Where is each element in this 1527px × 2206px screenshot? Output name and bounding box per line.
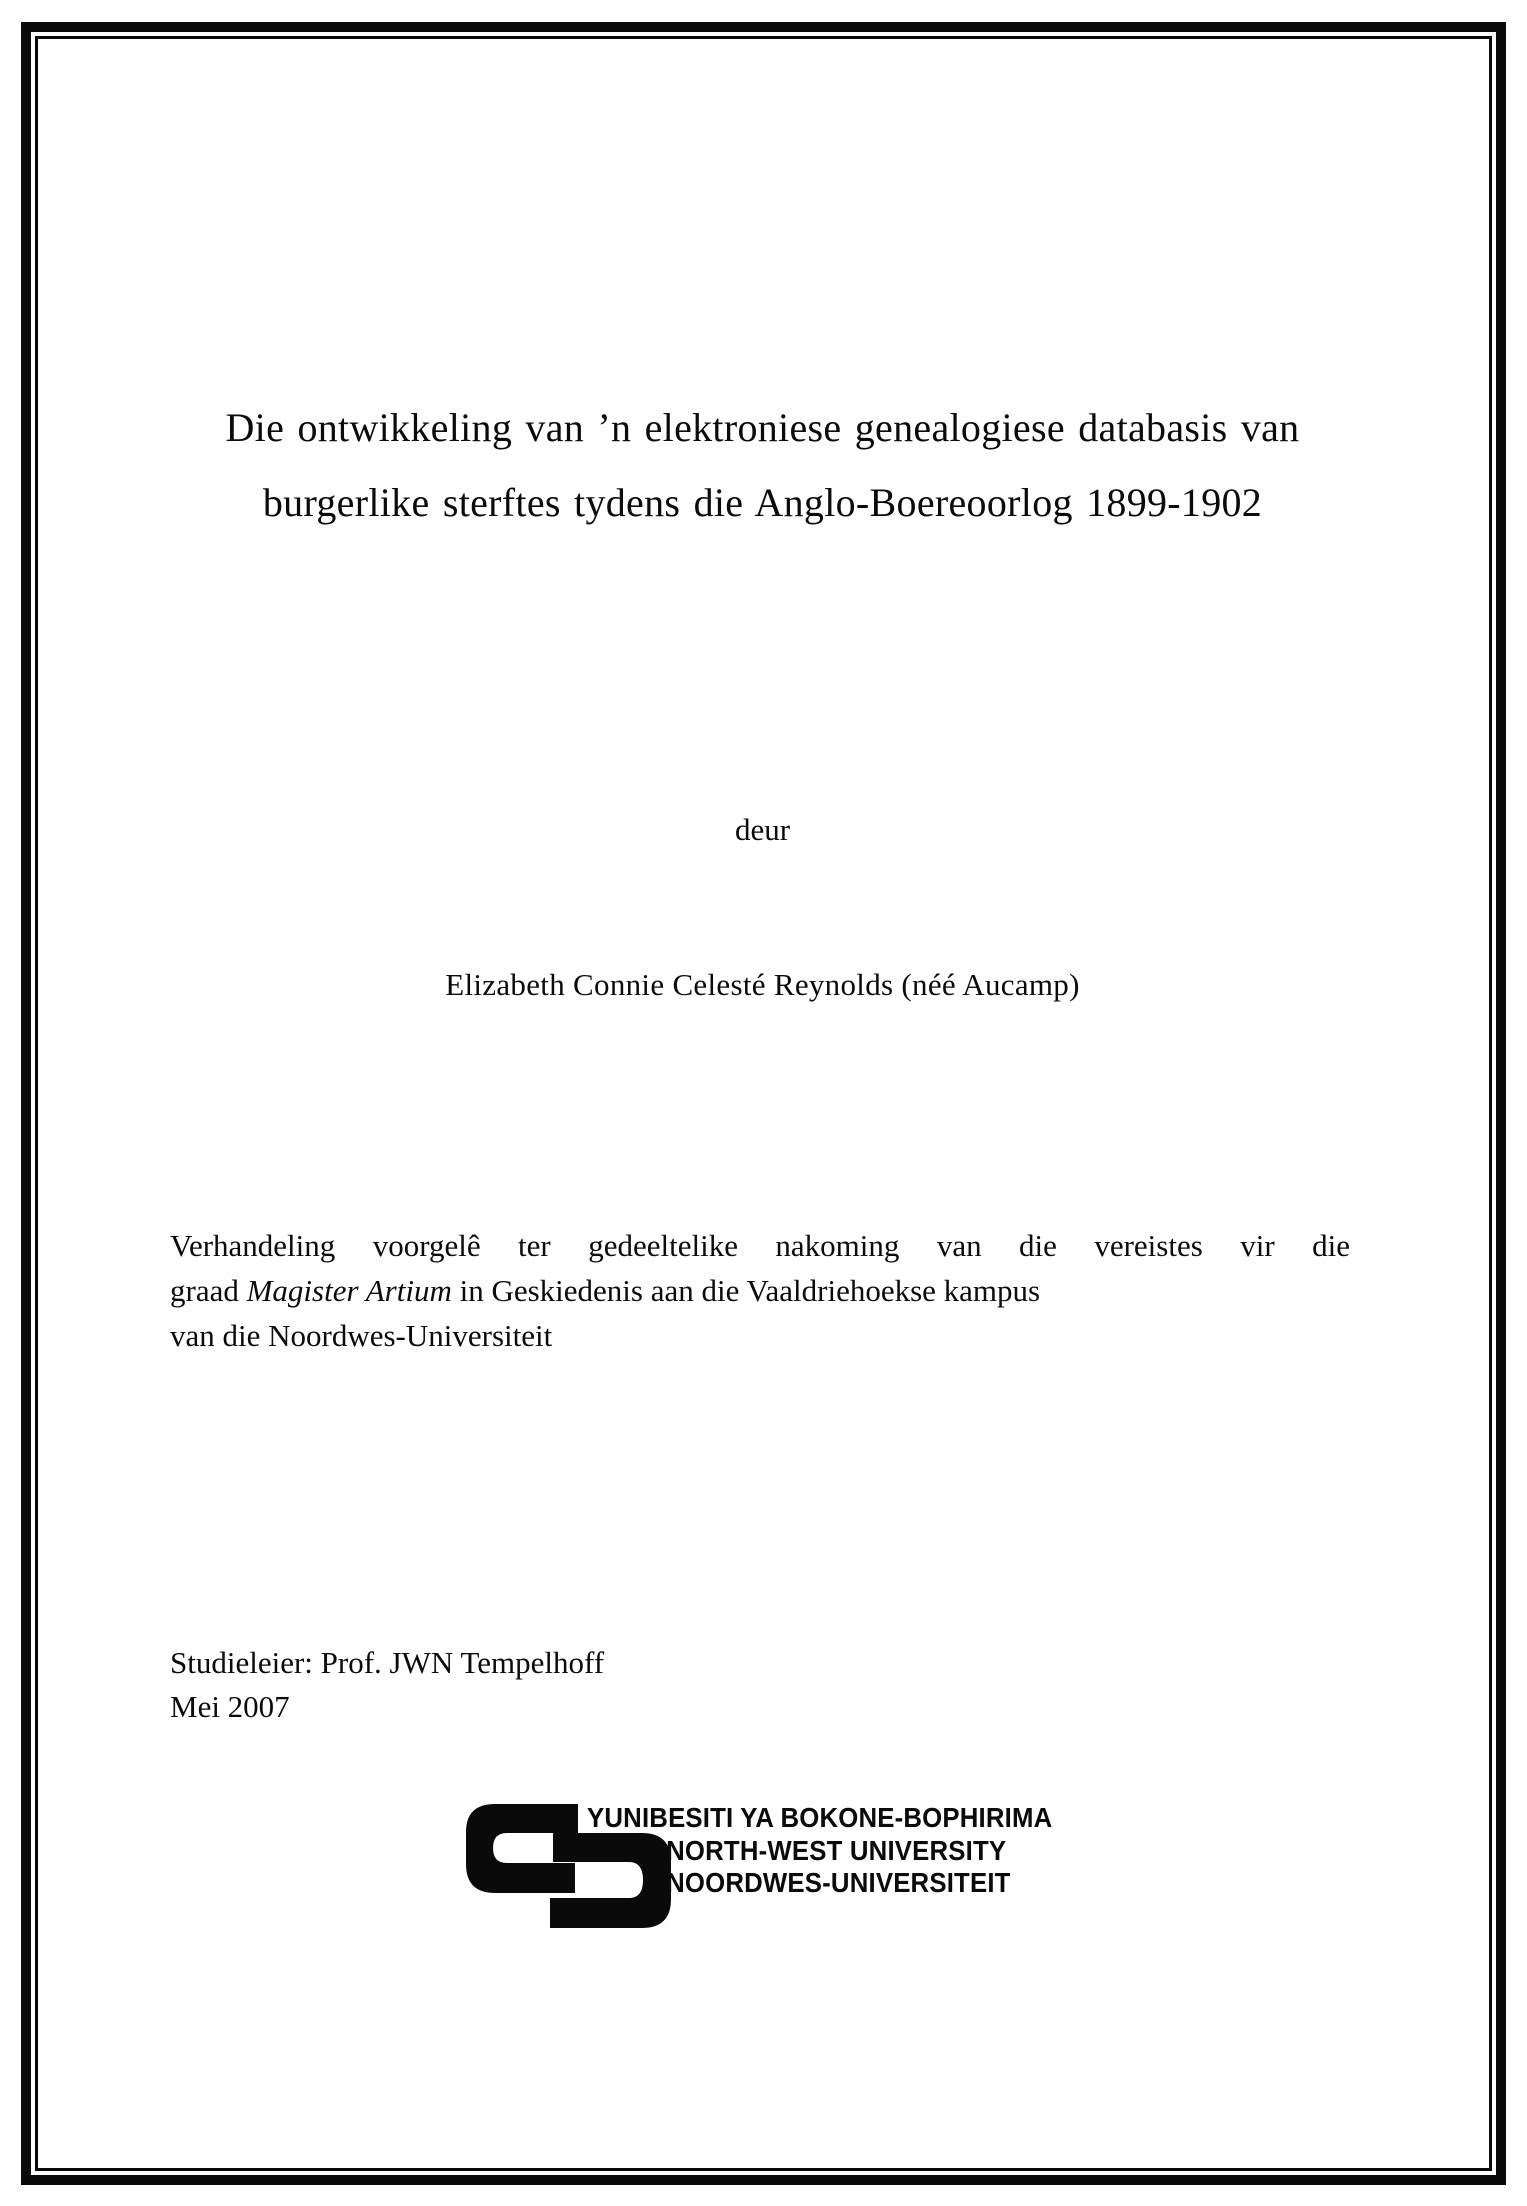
date-line: Mei 2007 — [170, 1689, 290, 1724]
degree-statement — [170, 1223, 1350, 1358]
thesis-title-line-1: Die ontwikkeling van ’n elektroniese genealogiese databasis van — [225, 405, 1300, 450]
supervisor-block — [170, 1641, 604, 1729]
degree-statement-line-3: van die Noordwes-Universiteit — [170, 1318, 553, 1353]
degree-line2-pre: graad — [170, 1273, 247, 1308]
university-logo-text — [587, 1802, 1052, 1900]
thesis-title-line-2: burgerlike sterftes tydens die Anglo-Boereoorlog 1899-1902 — [262, 480, 1263, 525]
degree-name-italic: Magister Artium — [246, 1273, 452, 1308]
university-logo — [465, 1800, 1105, 1940]
logo-text-english: NORTH-WEST UNIVERSITY — [666, 1834, 1007, 1866]
degree-statement-line-2 — [170, 1268, 1350, 1313]
degree-line2-post: in Geskiedenis aan die Vaaldriehoekse kampus — [451, 1273, 1041, 1308]
degree-statement-line-1: Verhandeling voorgelê ter gedeeltelike nakoming van die vereistes vir die — [170, 1228, 1350, 1263]
supervisor-line: Studieleier: Prof. JWN Tempelhoff — [170, 1645, 605, 1680]
byline-deur: deur — [734, 812, 791, 847]
logo-text-setswana: YUNIBESITI YA BOKONE-BOPHIRIMA — [587, 1802, 1053, 1833]
thesis-title — [165, 390, 1360, 540]
author-name: Elizabeth Connie Celesté Reynolds (néé Aucamp) — [445, 967, 1080, 1002]
logo-text-afrikaans: NOORDWES-UNIVERSITEIT — [666, 1867, 1011, 1898]
